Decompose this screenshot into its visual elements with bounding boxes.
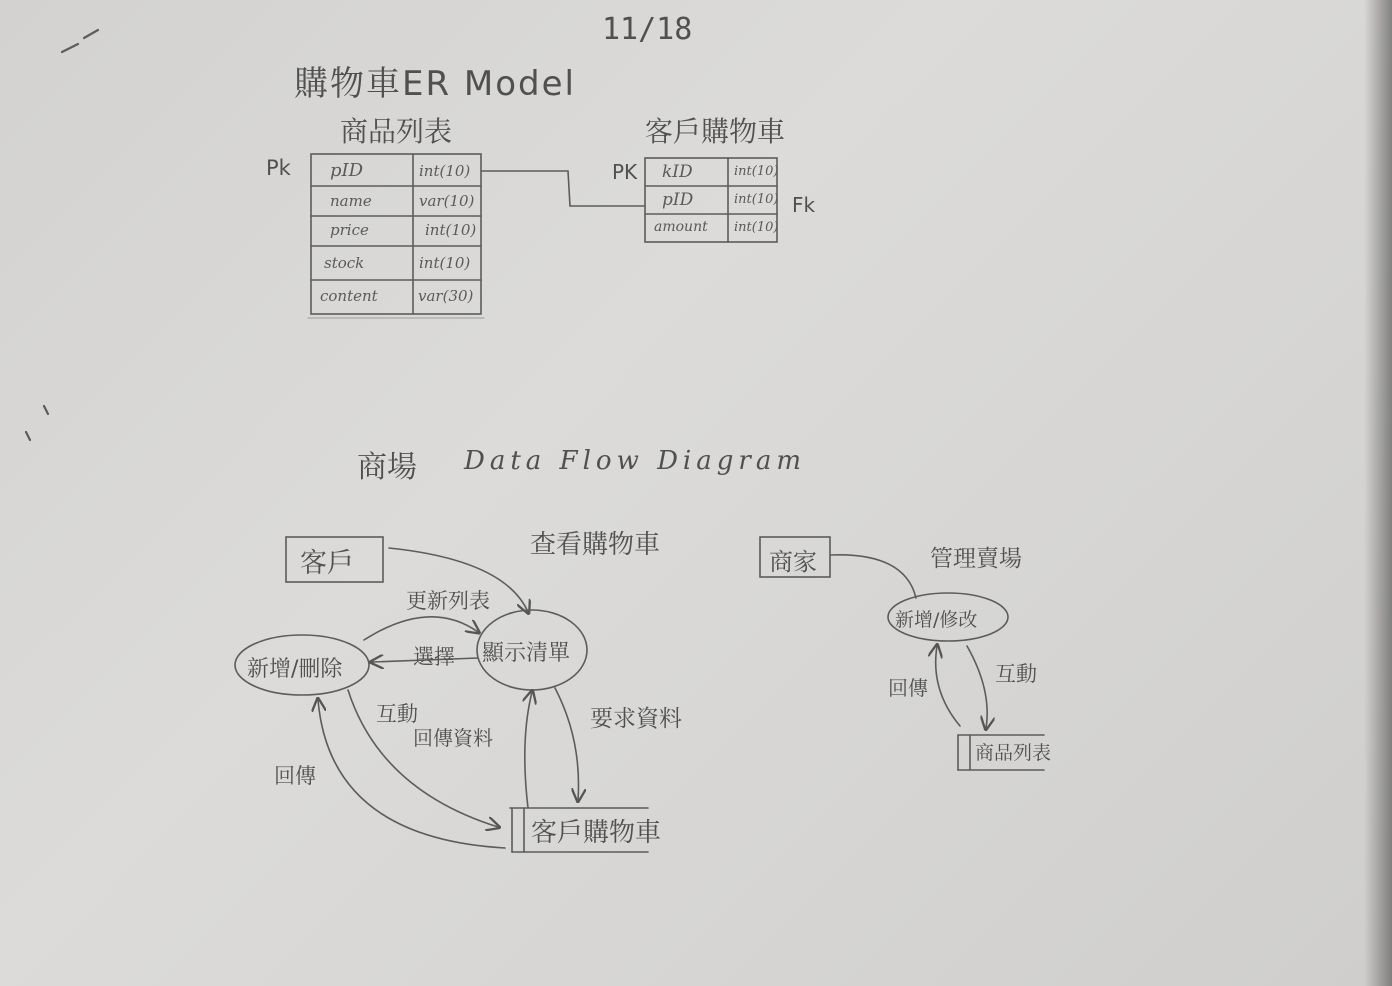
merchant-return-label: 回傳 <box>888 676 928 700</box>
cart-fk-label: Fk <box>792 193 816 217</box>
select-label: 選擇 <box>413 645 455 669</box>
er-model-title: 購物車ER Model <box>294 64 576 104</box>
flow-request-data <box>555 688 579 800</box>
manage-label: 管理賣場 <box>930 546 1022 572</box>
product-type-stock: int(10) <box>419 254 471 272</box>
customer-entity-label: 客戶 <box>300 548 354 579</box>
product-field-content: content <box>320 287 378 305</box>
return-data-label: 回傳資料 <box>413 726 493 750</box>
dfd-title-en: Data Flow Diagram <box>464 446 806 476</box>
cart-field-amount: amount <box>654 219 708 235</box>
cart-pk-label: PK <box>612 160 638 184</box>
return-label: 回傳 <box>274 764 316 788</box>
merchant-interact-label: 互動 <box>995 662 1037 686</box>
interact-label: 互動 <box>376 702 418 726</box>
flow-return-data <box>525 692 532 808</box>
flow-merchant-return <box>936 646 960 726</box>
product-field-pid: pID <box>330 160 364 181</box>
product-table-title: 商品列表 <box>340 115 453 148</box>
flow-manage <box>830 555 916 598</box>
product-field-name: name <box>330 192 372 210</box>
date-note: 11/18 <box>602 12 693 47</box>
product-type-price: int(10) <box>425 221 477 239</box>
cart-field-kid: kID <box>662 162 693 182</box>
update-list-label: 更新列表 <box>406 589 490 613</box>
margin-mark-top <box>62 30 98 52</box>
show-list-label: 顯示清單 <box>482 641 571 666</box>
cart-datastore-label: 客戶購物車 <box>531 818 662 848</box>
product-type-pid: int(10) <box>419 162 471 180</box>
flow-merchant-interact <box>967 646 987 728</box>
product-type-name: var(10) <box>419 192 475 210</box>
cart-type-amount: int(10) <box>734 220 779 235</box>
cart-type-kid: int(10) <box>734 164 779 179</box>
product-field-price: price <box>330 221 369 239</box>
view-cart-label: 查看購物車 <box>530 530 661 560</box>
cart-field-pid: pID <box>662 190 694 210</box>
cart-table-title: 客戶購物車 <box>645 115 786 148</box>
add-delete-label: 新增/刪除 <box>247 657 343 682</box>
margin-mark-mid <box>26 406 48 440</box>
flow-update-list <box>364 617 478 640</box>
product-datastore-label: 商品列表 <box>975 742 1052 764</box>
product-type-content: var(30) <box>418 287 474 305</box>
product-pk-label: Pk <box>266 156 291 180</box>
merchant-entity-label: 商家 <box>769 548 817 576</box>
dfd-title-cn: 商場 <box>357 450 417 485</box>
cart-type-pid: int(10) <box>734 192 779 207</box>
add-modify-label: 新增/修改 <box>895 609 978 631</box>
request-data-label: 要求資料 <box>590 706 682 732</box>
product-field-stock: stock <box>324 254 365 272</box>
